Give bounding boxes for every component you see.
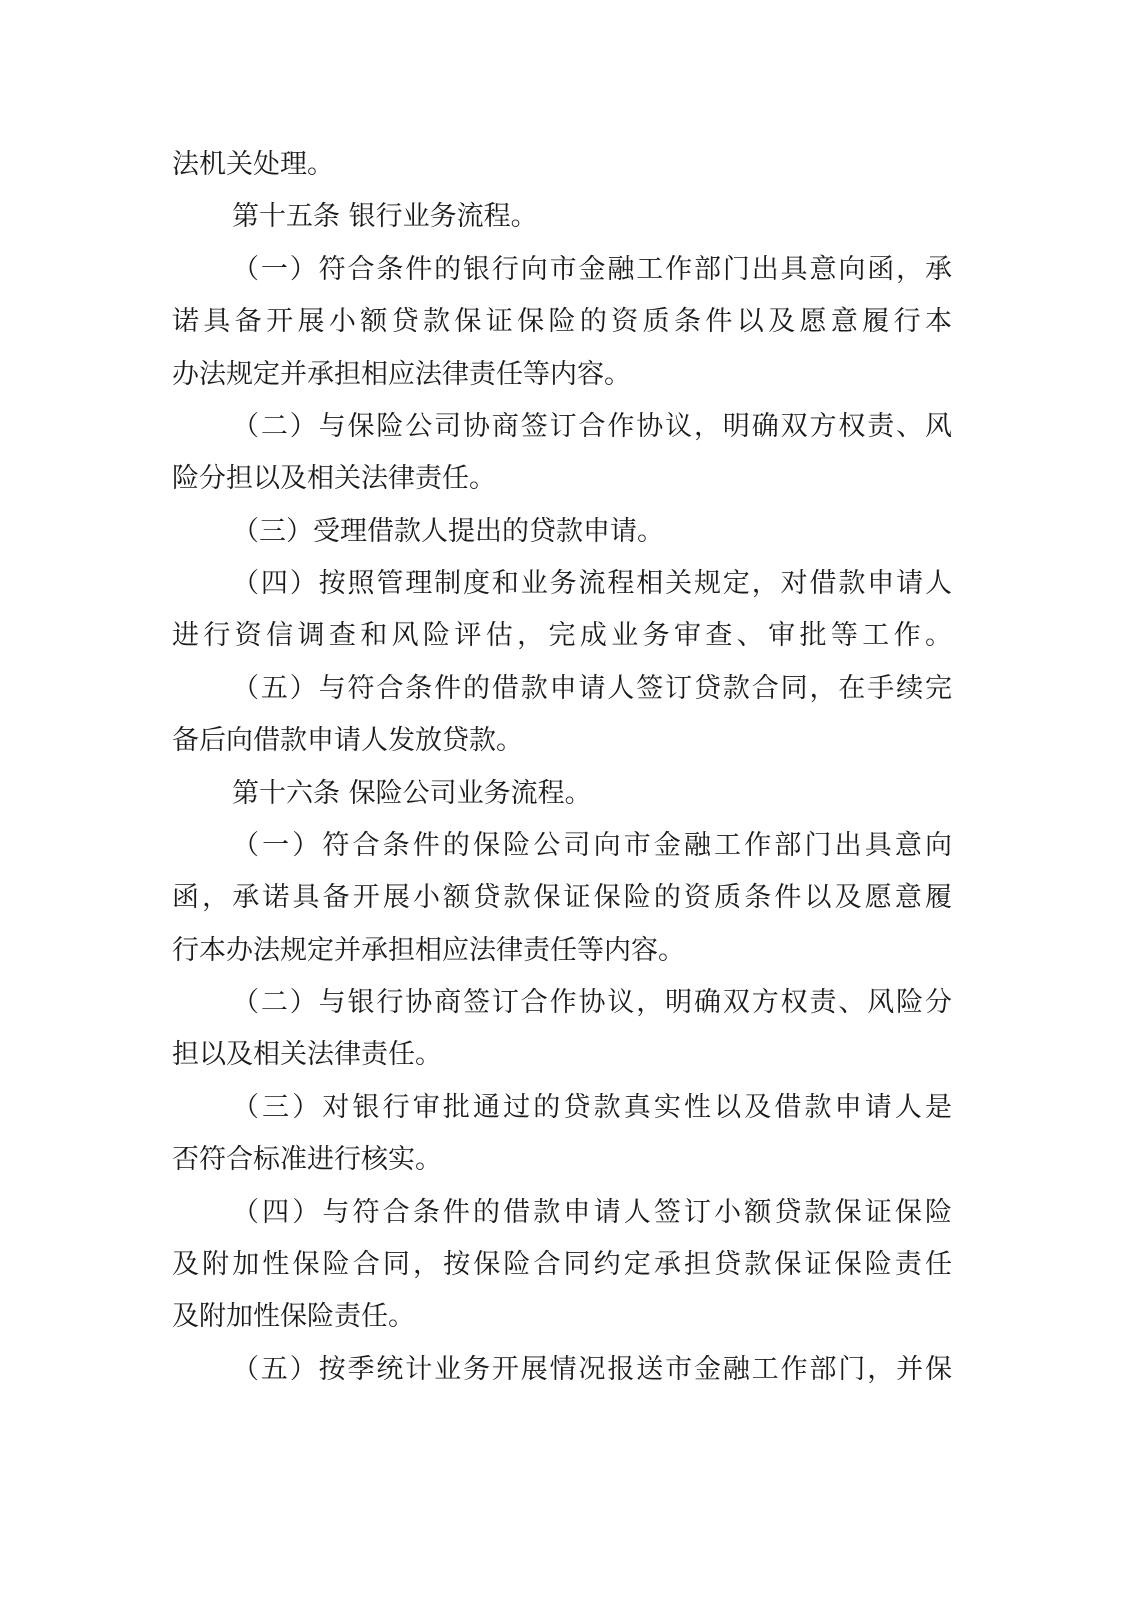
text-line: 险分担以及相关法律责任。 xyxy=(172,463,496,494)
text-line: 进行资信调查和风险评估，完成业务审查、审批等工作。 xyxy=(172,620,952,651)
text-line: （二）与银行协商签订合作协议，明确双方权责、风险分 xyxy=(232,987,952,1018)
text-line: （四）按照管理制度和业务流程相关规定，对借款申请人 xyxy=(232,568,952,599)
text-line: 及附加性保险责任。 xyxy=(172,1301,415,1332)
text-line: （二）与保险公司协商签订合作协议，明确双方权责、风 xyxy=(232,411,952,442)
text-line: 及附加性保险合同，按保险合同约定承担贷款保证保险责任 xyxy=(172,1249,952,1280)
text-line: 担以及相关法律责任。 xyxy=(172,1039,442,1070)
text-line: 否符合标准进行核实。 xyxy=(172,1144,442,1175)
text-line: 诺具备开展小额贷款保证保险的资质条件以及愿意履行本 xyxy=(172,306,952,337)
text-line: （四）与符合条件的借款申请人签订小额贷款保证保险 xyxy=(232,1197,952,1228)
text-line: 行本办法规定并承担相应法律责任等内容。 xyxy=(172,935,685,966)
article-heading: 第十五条 银行业务流程。 xyxy=(232,201,538,232)
text-line: 法机关处理。 xyxy=(172,149,334,180)
text-line: （一）符合条件的银行向市金融工作部门出具意向函，承 xyxy=(232,254,952,285)
text-line: （三）对银行审批通过的贷款真实性以及借款申请人是 xyxy=(232,1092,952,1123)
text-line: （一）符合条件的保险公司向市金融工作部门出具意向 xyxy=(232,830,952,861)
text-line: （三）受理借款人提出的贷款申请。 xyxy=(232,516,664,547)
text-line: （五）与符合条件的借款申请人签订贷款合同，在手续完 xyxy=(232,673,952,704)
text-line: 函，承诺具备开展小额贷款保证保险的资质条件以及愿意履 xyxy=(172,882,952,913)
text-line: 办法规定并承担相应法律责任等内容。 xyxy=(172,359,631,390)
article-heading: 第十六条 保险公司业务流程。 xyxy=(232,778,592,809)
text-line: （五）按季统计业务开展情况报送市金融工作部门，并保 xyxy=(232,1354,952,1385)
text-line: 备后向借款申请人发放贷款。 xyxy=(172,725,523,756)
